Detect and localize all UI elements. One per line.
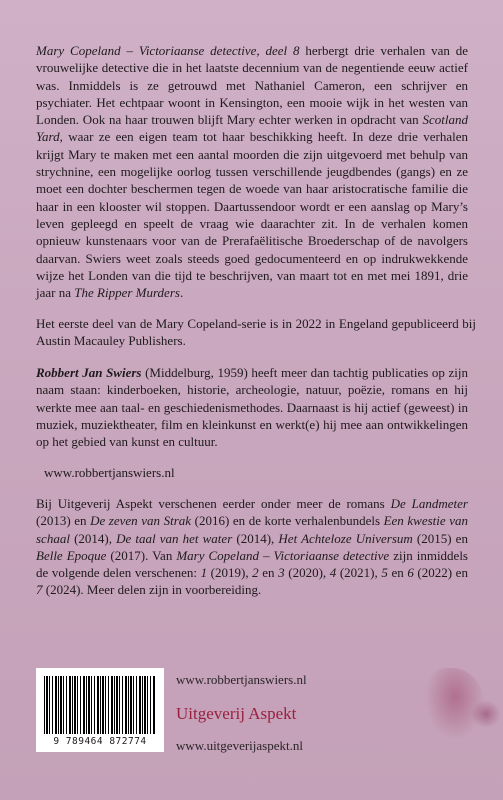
bib-text: (2016) en de korte verhalenbundels xyxy=(191,513,384,529)
website-line: www.robbertjanswiers.nl xyxy=(44,465,175,480)
bib-text: zijn inmiddels de volgende delen verschenen: xyxy=(36,547,468,581)
bib-text: Bij Uitgeverij Aspekt verschenen eerder onder meer de romans xyxy=(36,496,391,511)
bib-title: De taal van het water xyxy=(116,530,233,546)
bib-title: De Landmeter xyxy=(390,496,468,511)
isbn-number: 9 789464 872774 xyxy=(53,736,147,747)
bib-volume: 2 xyxy=(252,565,259,581)
bib-volume: 6 xyxy=(407,565,414,581)
bib-volume: 5 xyxy=(381,565,388,581)
bib-volume: 1 xyxy=(200,565,208,581)
series-title: Mary Copeland – Victoriaanse detective, deel 8 xyxy=(36,43,300,58)
author-bio-text: (Middelburg, 1959) heeft meer dan tachtig publicaties op zijn naam staan: kinderboeken, historie, archeologie, natuur, poëzie, romans en hij werkte mee aan taal- en geschiedenismethodes. Daarnaast is hij actief (geweest) in muziek, muziektheater, film en kleinkunst en werkt(e) hij mee aan ontwikkelingen op het gebied van kunst en cultuur. xyxy=(36,365,468,450)
barcode-icon xyxy=(44,676,156,734)
bib-text: (2014), xyxy=(69,530,117,546)
bib-title: Het Achteloze Universum xyxy=(278,530,413,546)
author-website: www.robbertjanswiers.nl xyxy=(176,672,307,687)
bib-volume: 7 xyxy=(36,582,43,598)
ripper-murders-text: The Ripper Murders xyxy=(74,285,180,301)
bib-text: (2021), xyxy=(336,565,382,581)
bib-text: (2017). Van xyxy=(106,547,177,563)
publisher-name: Uitgeverij Aspekt xyxy=(176,704,297,723)
bibliography xyxy=(36,495,468,599)
publisher-website: www.uitgeverijaspekt.nl xyxy=(176,738,303,753)
scotland-yard-text: Scotland Yard xyxy=(36,112,468,145)
summary-end: . xyxy=(179,285,184,301)
bib-text: (2015) en xyxy=(412,530,468,546)
bib-volume: 4 xyxy=(329,565,337,581)
bib-text: en xyxy=(387,565,408,581)
bib-title: De zeven van Strak xyxy=(90,513,192,529)
bib-volume: 3 xyxy=(278,565,285,581)
decorative-stain-small xyxy=(471,700,501,728)
summary-text-1: herbergt drie verhalen van de vrouwelijke detective die in het laatste decennium van de negentiende eeuw actief was. Inmiddels is ze getrouwd met Nathaniel Cameron, een schrijver en psychiater. Het echtpaar woont in Kensington, een mooie wijk in het westen van Londen. Ook na haar trouwen blijft Mary echter werken in opdracht van xyxy=(36,43,468,128)
bib-text: (2013) en xyxy=(36,513,91,529)
bib-title: Belle Epoque xyxy=(36,547,107,563)
book-summary xyxy=(36,42,468,301)
bib-text: (2019), xyxy=(207,565,253,581)
bib-title: Mary Copeland – Victoriaanse detective xyxy=(176,547,390,563)
bib-title: Een kwestie van schaal xyxy=(36,513,468,546)
bib-text: (2020), xyxy=(284,565,330,581)
author-bio xyxy=(36,364,468,450)
bib-text: en xyxy=(258,565,279,581)
summary-text-2: , waar ze een eigen team tot haar beschikking heeft. In deze drie verhalen krijgt Mary te maken met een aantal moorden die zijn uitgevoerd met behulp van strychnine, een mogelijke oorlog tussen verschillende jeugdbendes (gangs) en ze moet een dochter beschermen tegen de woede van haar aristocratische familie die haar in een klooster wil stoppen. Daartussendoor wordt er een aanslag op Mary’s leven gepleegd en speelt de vraag wie daarachter zit. In de verhalen komen opnieuw kunstenaars voor van de Prerafaëlitische Broederschap of de navolgers daarvan. Swiers weet zoals steeds goed gedocumenteerd en op indrukwekkende wijze het Londen van die tijd te beschrijven, van maart tot en met mei 1891, drie jaar na xyxy=(36,129,468,301)
barcode-label xyxy=(36,668,164,752)
bib-text: (2014), xyxy=(232,530,279,546)
series-note: Het eerste deel van de Mary Copeland-serie is in 2022 in Engeland gepubliceerd bij Austin Macauley Publishers. xyxy=(36,316,476,349)
author-name: Robbert Jan Swiers xyxy=(36,365,142,380)
bib-text: (2022) en xyxy=(413,565,468,581)
bib-text: (2024). Meer delen zijn in voorbereiding. xyxy=(42,582,262,598)
